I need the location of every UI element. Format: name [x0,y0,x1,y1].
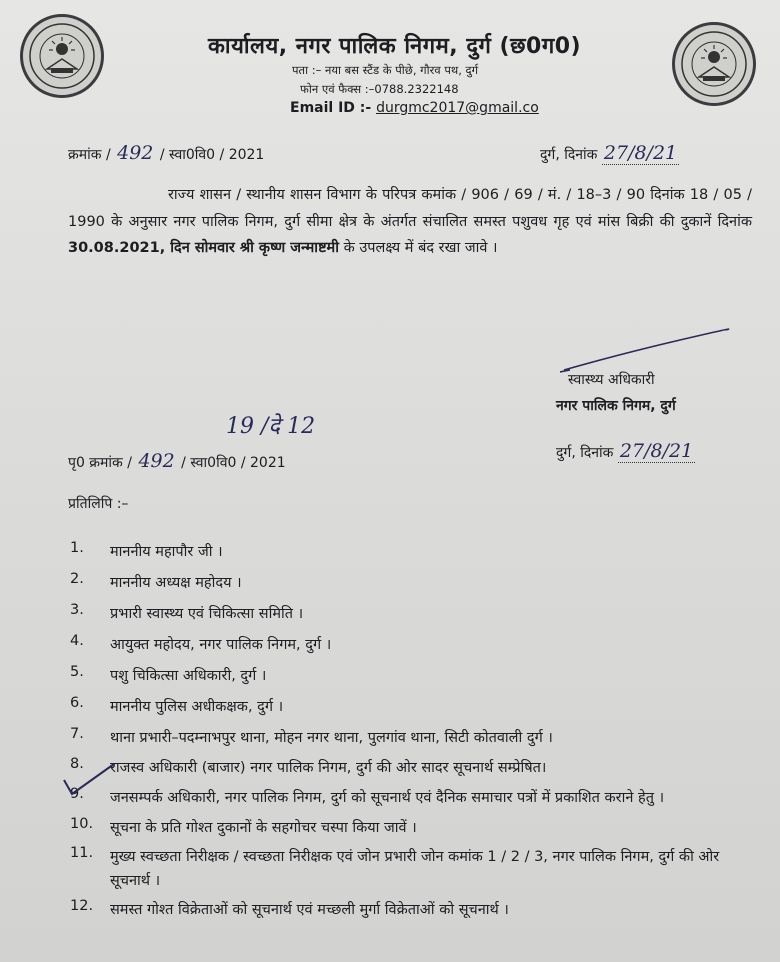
reference-number [68,142,264,164]
list-item [70,786,750,810]
list-item [70,602,750,626]
list-item-number: 8. [70,756,84,772]
list-item [70,898,750,922]
office-address: पता :– नया बस स्टैंड के पीछे, गौरव पथ, दुर्ग [292,63,479,77]
signature-stroke [560,326,730,376]
list-item-text: माननीय पुलिस अधीकक्षक, दुर्ग । [110,699,284,715]
list-item-text: थाना प्रभारी–पदम्नाभपुर थाना, मोहन नगर थाना, पुलगांव थाना, सिटी कोतवाली दुर्ग । [110,730,553,746]
reference-prefix: क्रमांक / [68,147,111,163]
office-phone: फोन एवं फैक्स :–0788.2322148 [300,82,459,96]
order-text-end: के उपलक्ष्य में बंद रखा जावे । [338,240,498,256]
date-label: दुर्ग, दिनांक [540,147,598,163]
order-text: राज्य शासन / स्थानीय शासन विभाग के परिपत्र कमांक / 906 / 69 / मं. / 18–3 / 90 दिनांक 18 / 05 / 1990 के अनुसार नगर पालिक निगम, दुर्ग सीमा क्षेत्र के अंतर्गत संचालित समस्त पशुवध गृह एवं मांस बिक्री की दुकानें दिनांक [68,187,752,230]
reference-suffix: / स्वा0वि0 / 2021 [181,455,286,471]
list-item-text: मुख्य स्वच्छता निरीक्षक / स्वच्छता निरीक्षक एवं जोन प्रभारी जोन कमांक 1 / 2 / 3, नगर पालिक निगम, दुर्ग की ओर सूचनार्थ । [110,849,720,889]
list-item-number: 3. [70,602,84,618]
list-item-text: आयुक्त महोदय, नगर पालिक निगम, दुर्ग । [110,637,332,653]
handwritten-date: 27/8/21 [619,440,694,462]
list-item-number: 12. [70,898,94,914]
issue-date [540,142,679,165]
list-item-text: समस्त गोश्त विक्रेताओं को सूचनार्थ एवं मच्छली मुर्गा विक्रेताओं को सूचनार्थ । [110,902,509,918]
list-item-number: 9. [70,786,84,802]
list-item-text: जनसम्पर्क अधिकारी, नगर पालिक निगम, दुर्ग को सूचनार्थ एवं दैनिक समाचार पत्रों में प्रकाशित कराने हेतु । [110,790,665,806]
list-item [70,845,750,893]
signatory-designation: स्वास्थ्य अधिकारी [568,372,655,388]
handwritten-reference-number: 492 [117,142,154,164]
list-item [70,816,750,840]
copy-recipient-list [70,540,750,922]
seal-emblem-icon [27,21,97,91]
date-label: दुर्ग, दिनांक [556,445,614,461]
municipal-seal-left [20,14,104,98]
email-address: durgmc2017@gmail.co [376,100,539,116]
tick-mark-icon [58,758,118,798]
list-item [70,664,750,688]
order-highlight: 30.08.2021, दिन सोमवार श्री कृष्ण जन्माष्टमी [68,240,339,256]
signatory-office: नगर पालिक निगम, दुर्ग [556,398,676,414]
list-item-text: राजस्व अधिकारी (बाजार) नगर पालिक निगम, दुर्ग की ओर सादर सूचनार्थ सम्प्रेषित। [110,760,547,776]
list-item-number: 7. [70,726,84,742]
list-item-number: 4. [70,633,84,649]
list-item-number: 11. [70,845,94,861]
handwritten-date: 27/8/21 [603,142,678,164]
list-item [70,726,750,750]
list-item [70,540,750,564]
list-item-number: 2. [70,571,84,587]
list-item-text: पशु चिकित्सा अधिकारी, दुर्ग । [110,668,267,684]
signature-date [556,440,695,463]
list-item [70,695,750,719]
email-label: Email ID :- [290,100,372,116]
list-item-number: 6. [70,695,84,711]
list-item [70,633,750,657]
list-item-number: 5. [70,664,84,680]
reference-suffix: / स्वा0वि0 / 2021 [159,147,265,163]
list-item [70,756,750,780]
office-email [290,100,539,116]
seal-emblem-icon [679,29,749,99]
order-paragraph [68,182,752,262]
list-item-text: माननीय अध्यक्ष महोदय । [110,575,242,591]
list-item-text: प्रभारी स्वास्थ्य एवं चिकित्सा समिति । [110,606,304,622]
office-title: कार्यालय, नगर पालिक निगम, दुर्ग (छ0ग0) [208,34,582,59]
list-item [70,571,750,595]
handwritten-note: 19 /दे 12 [226,414,316,439]
list-item-number: 1. [70,540,84,556]
list-item-number: 10. [70,816,94,832]
list-item-text: सूचना के प्रति गोश्त दुकानों के सहगोचर चस्पा किया जावें । [110,820,417,836]
handwritten-reference-number: 492 [138,450,175,472]
municipal-seal-right [672,22,756,106]
copy-reference-number [68,450,286,472]
list-item-text: माननीय महापौर जी । [110,544,223,560]
reference-prefix: पृ0 क्रमांक / [68,455,132,471]
copy-to-label: प्रतिलिपि :– [68,496,129,512]
